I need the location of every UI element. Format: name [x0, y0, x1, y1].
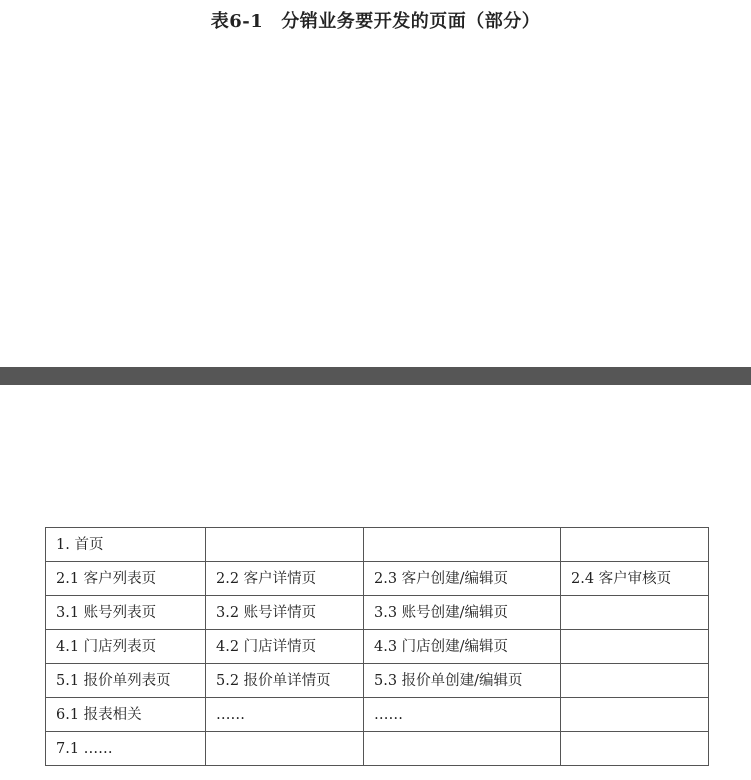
table-cell: 4.3 门店创建/编辑页 [364, 630, 561, 664]
table-cell: 5.3 报价单创建/编辑页 [364, 664, 561, 698]
table-cell: …… [364, 698, 561, 732]
divider-bar [0, 367, 751, 385]
table-cell [364, 732, 561, 766]
table-cell: 2.2 客户详情页 [206, 562, 364, 596]
table-row [46, 528, 709, 562]
table-cell [561, 664, 709, 698]
table-cell: 7.1 …… [46, 732, 206, 766]
table-row [46, 596, 709, 630]
table-caption-text: 分销业务要开发的页面（部分） [281, 11, 541, 32]
pages-table [45, 527, 709, 766]
table-row [46, 664, 709, 698]
table-cell: 5.1 报价单列表页 [46, 664, 206, 698]
table-cell [561, 732, 709, 766]
table-cell [206, 732, 364, 766]
table-caption [0, 9, 751, 35]
table-cell: 4.2 门店详情页 [206, 630, 364, 664]
table-cell: 3.1 账号列表页 [46, 596, 206, 630]
table-cell: 3.2 账号详情页 [206, 596, 364, 630]
table-cell: 2.1 客户列表页 [46, 562, 206, 596]
table-cell [364, 528, 561, 562]
table-caption-number: 表6-1 [210, 11, 264, 32]
table-cell [561, 630, 709, 664]
table-cell: 6.1 报表相关 [46, 698, 206, 732]
table-cell: …… [206, 698, 364, 732]
table-cell [561, 698, 709, 732]
table-cell: 1. 首页 [46, 528, 206, 562]
table-cell [561, 528, 709, 562]
table-row [46, 698, 709, 732]
table-cell [561, 596, 709, 630]
table-cell: 3.3 账号创建/编辑页 [364, 596, 561, 630]
table-cell: 2.3 客户创建/编辑页 [364, 562, 561, 596]
table-cell: 4.1 门店列表页 [46, 630, 206, 664]
table-row [46, 732, 709, 766]
table-cell [206, 528, 364, 562]
table-cell: 2.4 客户审核页 [561, 562, 709, 596]
table-cell: 5.2 报价单详情页 [206, 664, 364, 698]
table-row [46, 562, 709, 596]
table-row [46, 630, 709, 664]
